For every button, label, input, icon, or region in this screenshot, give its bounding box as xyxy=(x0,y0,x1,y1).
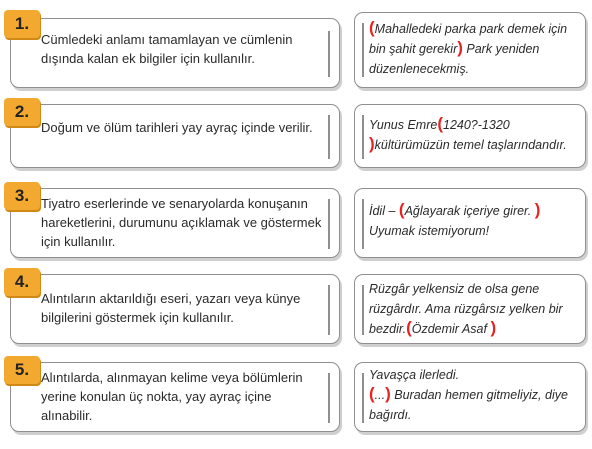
paren-mark: ( xyxy=(437,114,443,133)
example-segment: Buradan hemen gitmeliyiz, diye bağırdı. xyxy=(369,388,568,422)
paren-mark: ( xyxy=(398,200,405,219)
paren-mark: ) xyxy=(534,200,541,219)
example-segment: Yavaşça ilerledi. xyxy=(369,368,460,382)
example-segment: Park yeniden düzenlenecekmiş. xyxy=(369,42,540,76)
card-divider xyxy=(328,31,330,77)
rule-description: Doğum ve ölüm tarihleri yay ayraç içinde verilir. xyxy=(41,120,313,135)
rule-number-badge: 2. xyxy=(4,98,40,126)
example-card xyxy=(354,274,586,344)
example-text xyxy=(369,201,577,241)
example-text xyxy=(369,19,577,79)
paren-mark: ) xyxy=(490,318,497,337)
example-text xyxy=(369,115,577,155)
card-divider xyxy=(328,199,330,249)
example-segment: Mahalledeki parka park demek için bin şahit gerekir xyxy=(369,22,568,56)
example-text xyxy=(369,365,577,425)
paren-mark: ( xyxy=(369,18,375,37)
rule-description-card xyxy=(10,104,340,168)
card-divider xyxy=(328,373,330,423)
rule-description: Tiyatro eserlerinde ve senaryolarda konuşanın hareketlerini, durumunu açıklamak ve göstermek için kullanılır. xyxy=(41,196,322,249)
example-segment: Uyumak istemiyorum! xyxy=(369,224,490,238)
paren-mark: ( xyxy=(369,384,375,403)
rule-description-card xyxy=(10,18,340,88)
card-divider xyxy=(362,285,364,335)
card-divider xyxy=(362,115,364,159)
paren-mark: ) xyxy=(369,134,375,153)
example-segment: ... xyxy=(374,388,386,402)
example-segment: Özdemir Asaf xyxy=(411,322,491,336)
rule-description-card xyxy=(10,362,340,432)
example-segment: 1240?-1320 xyxy=(443,118,510,132)
card-divider xyxy=(362,199,364,249)
rule-description-card xyxy=(10,188,340,258)
example-segment: Yunus Emre xyxy=(369,118,438,132)
rule-description-card xyxy=(10,274,340,344)
rule-number-badge: 5. xyxy=(4,356,40,384)
example-segment: Rüzgâr yelkensiz de olsa gene rüzgârdır. Ama rüzgârsız yelken bir bezdir. xyxy=(369,282,563,336)
card-divider xyxy=(328,115,330,159)
rule-description: Alıntılarda, alınmayan kelime veya bölümlerin yerine konulan üç nokta, yay ayraç içine alınabilir. xyxy=(41,370,303,423)
example-card xyxy=(354,12,586,88)
example-card xyxy=(354,362,586,432)
example-segment: kültürümüzün temel taşlarındandır. xyxy=(374,138,567,152)
rule-description: Cümledeki anlamı tamamlayan ve cümlenin dışında kalan ek bilgiler için kullanılır. xyxy=(41,32,293,66)
example-card xyxy=(354,188,586,258)
card-divider xyxy=(362,373,364,423)
example-segment: İdil – xyxy=(369,204,399,218)
rule-description: Alıntıların aktarıldığı eseri, yazarı veya künye bilgilerini göstermek için kullanılır. xyxy=(41,291,301,325)
example-segment: Ağlayarak içeriye girer. xyxy=(404,204,535,218)
example-card xyxy=(354,104,586,168)
paren-mark: ( xyxy=(406,318,412,337)
paren-mark: ) xyxy=(385,384,391,403)
rule-number-badge: 1. xyxy=(4,10,40,38)
card-divider xyxy=(362,23,364,77)
example-text xyxy=(369,279,577,339)
paren-mark: ) xyxy=(457,38,463,57)
rule-number-badge: 4. xyxy=(4,268,40,296)
card-divider xyxy=(328,285,330,335)
rule-number-badge: 3. xyxy=(4,182,40,210)
